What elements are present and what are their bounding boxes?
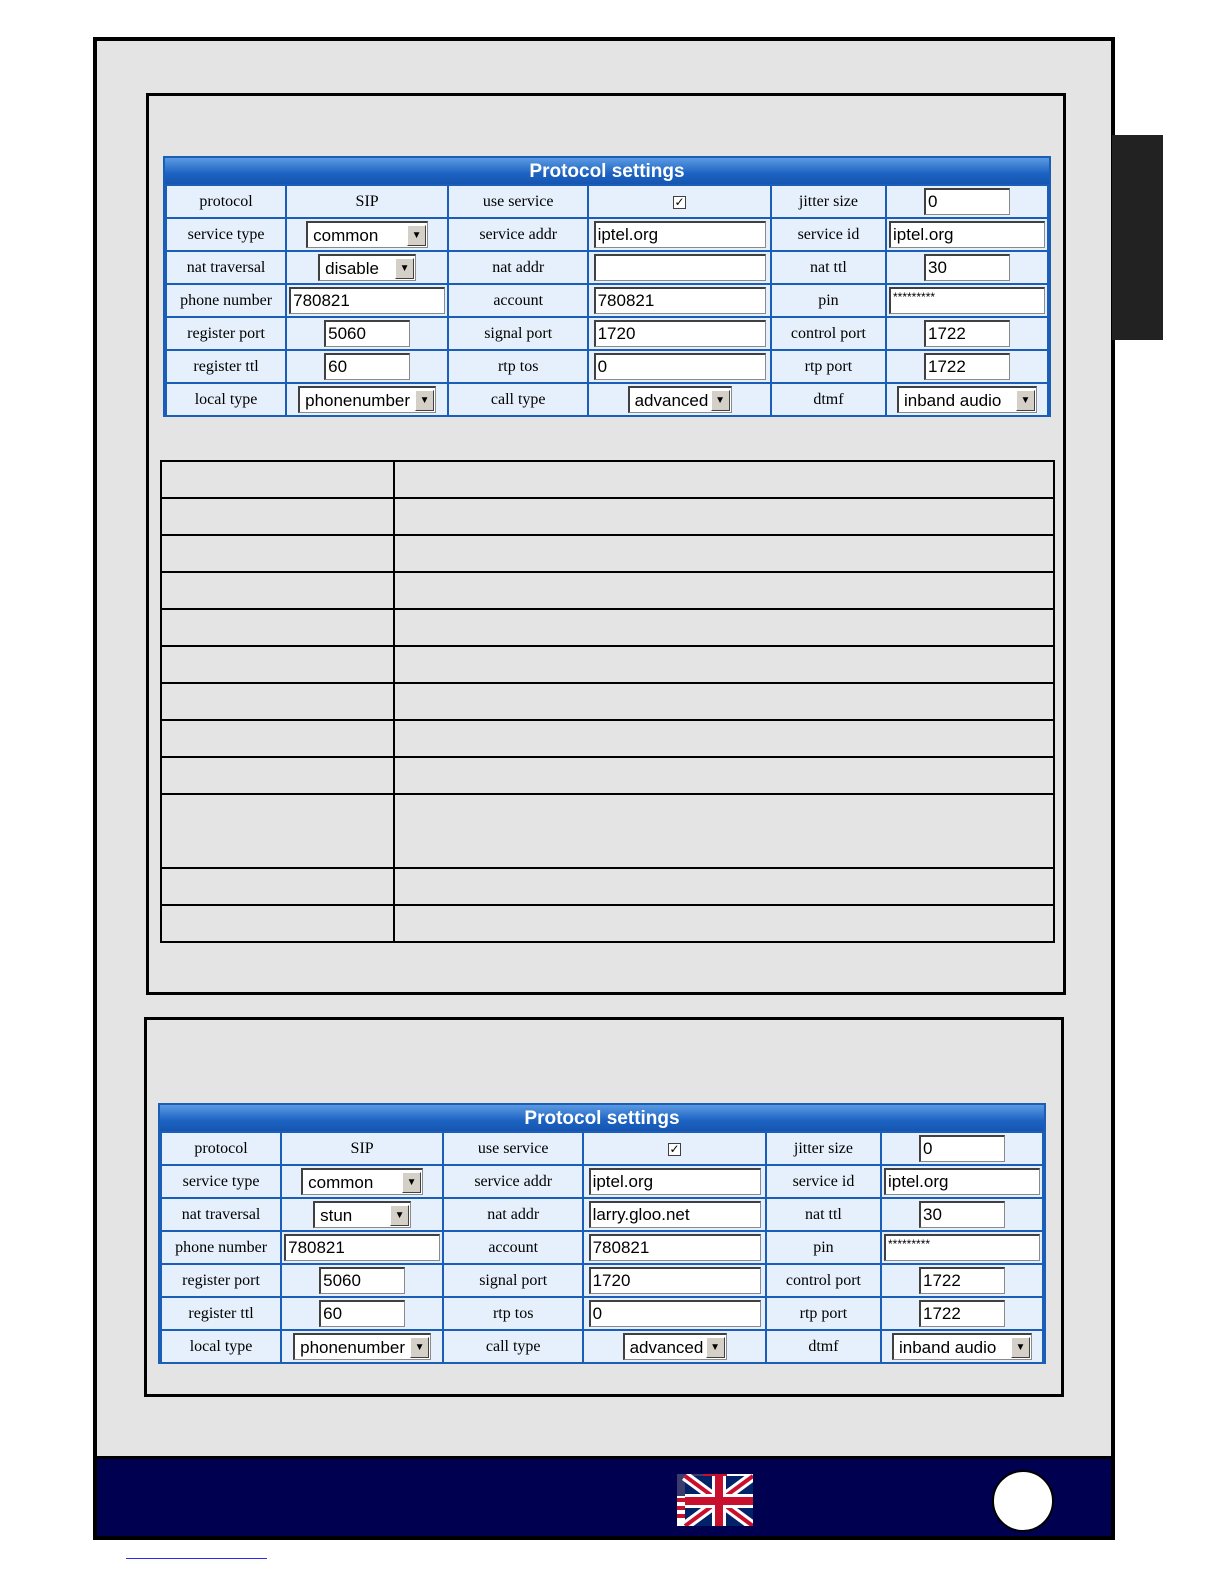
local-type-selected-value: phonenumber (305, 390, 411, 410)
phone-number-cell (287, 285, 447, 316)
checkmark-icon: ✓ (669, 1141, 680, 1156)
account-cell (584, 1232, 765, 1263)
nat-addr-input[interactable] (594, 254, 766, 281)
phone-number-cell (282, 1232, 442, 1263)
rtp-tos-input[interactable]: 0 (589, 1300, 761, 1327)
control-port-cell (887, 318, 1047, 349)
register-port-cell (287, 318, 447, 349)
call-type-cell (589, 384, 770, 415)
register-ttl-cell (282, 1298, 442, 1329)
protocol-label: protocol (167, 186, 285, 217)
table-row (161, 646, 1054, 683)
rtp-port-cell (887, 351, 1047, 382)
nat-traversal-select[interactable] (318, 254, 416, 281)
pin-label: pin (767, 1232, 880, 1263)
pin-input[interactable]: ********* (889, 287, 1045, 314)
rtp-tos-input[interactable]: 0 (594, 353, 766, 380)
nat-addr-label: nat addr (449, 252, 587, 283)
description-cell (161, 461, 394, 498)
description-cell (161, 683, 394, 720)
rtp-port-cell (882, 1298, 1042, 1329)
call-type-cell (584, 1331, 765, 1362)
description-cell (394, 905, 1054, 942)
description-cell (394, 646, 1054, 683)
description-cell (394, 683, 1054, 720)
pin-cell (882, 1232, 1042, 1263)
chevron-down-icon[interactable]: ▼ (706, 1337, 725, 1358)
chevron-down-icon[interactable]: ▼ (1011, 1337, 1030, 1358)
service-addr-label: service addr (444, 1166, 582, 1197)
jitter-size-label: jitter size (772, 186, 885, 217)
description-cell (394, 794, 1054, 868)
rtp-port-label: rtp port (767, 1298, 880, 1329)
register-ttl-input[interactable]: 60 (319, 1300, 405, 1327)
footer-bar (93, 1456, 1115, 1540)
table-row (161, 535, 1054, 572)
call-type-label: call type (444, 1331, 582, 1362)
description-cell (161, 572, 394, 609)
rtp-tos-cell (589, 351, 770, 382)
nat-addr-input[interactable]: larry.gloo.net (589, 1201, 761, 1228)
description-cell (161, 868, 394, 905)
service-addr-cell (589, 219, 770, 250)
control-port-input[interactable]: 1722 (924, 320, 1010, 347)
nat-ttl-label: nat ttl (772, 252, 885, 283)
call-type-label: call type (449, 384, 587, 415)
settings-row (167, 285, 1047, 316)
description-cell (161, 498, 394, 535)
account-label: account (449, 285, 587, 316)
phone-number-input[interactable]: 780821 (289, 287, 445, 314)
call-type-selected-value: advanced (634, 390, 709, 410)
us-uk-flag-icon[interactable] (677, 1474, 753, 1526)
register-port-input[interactable]: 5060 (324, 320, 410, 347)
service-id-label: service id (767, 1166, 880, 1197)
description-cell (161, 646, 394, 683)
nat-addr-label: nat addr (444, 1199, 582, 1230)
use-service-checkbox[interactable] (668, 1143, 681, 1156)
chevron-down-icon[interactable]: ▼ (407, 225, 426, 246)
account-label: account (444, 1232, 582, 1263)
protocol-settings-panel-2 (158, 1103, 1046, 1364)
table-row (161, 905, 1054, 942)
description-cell (394, 572, 1054, 609)
use-service-label: use service (444, 1133, 582, 1164)
rtp-port-input[interactable]: 1722 (919, 1300, 1005, 1327)
local-type-selected-value: phonenumber (300, 1337, 406, 1357)
service-id-cell (887, 219, 1047, 250)
dtmf-label: dtmf (772, 384, 885, 415)
local-type-cell (282, 1331, 442, 1362)
rtp-port-label: rtp port (772, 351, 885, 382)
rtp-port-input[interactable]: 1722 (924, 353, 1010, 380)
dtmf-label: dtmf (767, 1331, 880, 1362)
jitter-size-input[interactable]: 0 (924, 188, 1010, 215)
description-cell (161, 609, 394, 646)
nat-ttl-input[interactable]: 30 (919, 1201, 1005, 1228)
control-port-label: control port (772, 318, 885, 349)
description-cell (394, 720, 1054, 757)
chevron-down-icon[interactable]: ▼ (711, 390, 730, 411)
description-cell (161, 535, 394, 572)
signal-port-cell (589, 318, 770, 349)
service-type-label: service type (167, 219, 285, 250)
account-input[interactable]: 780821 (589, 1234, 761, 1261)
use-service-checkbox[interactable] (673, 196, 686, 209)
table-row (161, 609, 1054, 646)
nat-traversal-label: nat traversal (167, 252, 285, 283)
pin-cell (887, 285, 1047, 316)
control-port-input[interactable]: 1722 (919, 1267, 1005, 1294)
service-addr-label: service addr (449, 219, 587, 250)
chevron-down-icon[interactable]: ▼ (390, 1205, 409, 1226)
dtmf-selected-value: inband audio (904, 390, 1002, 410)
register-port-label: register port (167, 318, 285, 349)
local-type-select[interactable] (298, 386, 436, 413)
jitter-size-input[interactable]: 0 (919, 1135, 1005, 1162)
description-cell (394, 868, 1054, 905)
register-port-label: register port (162, 1265, 280, 1296)
description-table (160, 460, 1055, 943)
nat-traversal-label: nat traversal (162, 1199, 280, 1230)
service-addr-input[interactable]: iptel.org (594, 221, 766, 248)
service-type-selected-value: common (313, 225, 379, 245)
call-type-selected-value: advanced (629, 1337, 704, 1357)
settings-row (167, 384, 1047, 415)
nat-ttl-label: nat ttl (767, 1199, 880, 1230)
protocol-value: SIP (355, 192, 379, 210)
local-type-select[interactable] (293, 1333, 431, 1360)
signal-port-cell (584, 1265, 765, 1296)
settings-row (162, 1331, 1042, 1362)
signal-port-input[interactable]: 1720 (594, 320, 766, 347)
service-type-select[interactable] (301, 1168, 423, 1195)
table-row (161, 572, 1054, 609)
chevron-down-icon[interactable]: ▼ (395, 258, 414, 279)
register-port-input[interactable]: 5060 (319, 1267, 405, 1294)
jitter-size-cell (887, 186, 1047, 217)
description-cell (161, 794, 394, 868)
chevron-down-icon[interactable]: ▼ (1016, 390, 1035, 411)
chevron-down-icon[interactable]: ▼ (410, 1337, 429, 1358)
description-cell (394, 609, 1054, 646)
table-row (161, 461, 1054, 498)
settings-row (162, 1232, 1042, 1263)
service-addr-input[interactable]: iptel.org (589, 1168, 761, 1195)
nat-ttl-cell (882, 1199, 1042, 1230)
signal-port-label: signal port (444, 1265, 582, 1296)
service-type-cell (287, 219, 447, 250)
local-type-label: local type (162, 1331, 280, 1362)
dtmf-cell (887, 384, 1047, 415)
description-cell (161, 757, 394, 794)
table-row (161, 498, 1054, 535)
account-input[interactable]: 780821 (594, 287, 766, 314)
table-row (161, 683, 1054, 720)
chevron-down-icon[interactable]: ▼ (402, 1172, 421, 1193)
rtp-tos-label: rtp tos (444, 1298, 582, 1329)
nat-addr-cell (589, 252, 770, 283)
protocol-label: protocol (162, 1133, 280, 1164)
control-port-cell (882, 1265, 1042, 1296)
use-service-cell (584, 1133, 765, 1164)
settings-row (162, 1199, 1042, 1230)
service-id-input[interactable]: iptel.org (884, 1168, 1040, 1195)
settings-row (162, 1298, 1042, 1329)
nat-ttl-input[interactable]: 30 (924, 254, 1010, 281)
description-cell (394, 498, 1054, 535)
control-port-label: control port (767, 1265, 880, 1296)
protocol-value: SIP (350, 1139, 374, 1157)
checkmark-icon: ✓ (674, 194, 685, 209)
settings-row (162, 1265, 1042, 1296)
jitter-size-label: jitter size (767, 1133, 880, 1164)
table-row (161, 757, 1054, 794)
pin-input[interactable]: ********* (884, 1234, 1040, 1261)
settings-row (162, 1133, 1042, 1164)
panel-header: Protocol settings (165, 158, 1049, 186)
register-ttl-label: register ttl (167, 351, 285, 382)
local-type-cell (287, 384, 447, 415)
phone-number-input[interactable]: 780821 (284, 1234, 440, 1261)
protocol-settings-panel-1 (163, 156, 1051, 417)
settings-row (162, 1166, 1042, 1197)
nat-addr-cell (584, 1199, 765, 1230)
use-service-label: use service (449, 186, 587, 217)
phone-number-label: phone number (167, 285, 285, 316)
chevron-down-icon[interactable]: ▼ (415, 390, 434, 411)
table-row (161, 794, 1054, 868)
nat-traversal-selected-value: stun (320, 1205, 353, 1225)
rtp-tos-cell (584, 1298, 765, 1329)
description-cell (394, 535, 1054, 572)
register-ttl-cell (287, 351, 447, 382)
signal-port-label: signal port (449, 318, 587, 349)
call-type-select[interactable] (623, 1333, 727, 1360)
dtmf-select[interactable] (897, 386, 1037, 413)
description-cell (161, 720, 394, 757)
settings-row (167, 351, 1047, 382)
local-type-label: local type (167, 384, 285, 415)
panel-header: Protocol settings (160, 1105, 1044, 1133)
dtmf-cell (882, 1331, 1042, 1362)
protocol-settings-table (165, 184, 1049, 417)
register-ttl-label: register ttl (162, 1298, 280, 1329)
nat-traversal-cell (282, 1199, 442, 1230)
signal-port-input[interactable]: 1720 (589, 1267, 761, 1294)
nat-traversal-cell (287, 252, 447, 283)
service-type-select[interactable] (306, 221, 428, 248)
service-id-label: service id (772, 219, 885, 250)
service-id-cell (882, 1166, 1042, 1197)
table-row (161, 868, 1054, 905)
settings-row (167, 219, 1047, 250)
service-type-label: service type (162, 1166, 280, 1197)
service-id-input[interactable]: iptel.org (889, 221, 1045, 248)
protocol-value-cell (287, 186, 447, 217)
nat-traversal-selected-value: disable (325, 258, 379, 278)
description-cell (394, 461, 1054, 498)
description-cell (394, 757, 1054, 794)
bottom-link-line (126, 1558, 267, 1559)
side-tab (1112, 135, 1163, 340)
register-port-cell (282, 1265, 442, 1296)
phone-number-label: phone number (162, 1232, 280, 1263)
table-row (161, 720, 1054, 757)
jitter-size-cell (882, 1133, 1042, 1164)
protocol-settings-table (160, 1131, 1044, 1364)
register-ttl-input[interactable]: 60 (324, 353, 410, 380)
pin-label: pin (772, 285, 885, 316)
dtmf-selected-value: inband audio (899, 1337, 997, 1357)
description-cell (161, 905, 394, 942)
account-cell (589, 285, 770, 316)
nat-traversal-select[interactable] (313, 1201, 411, 1228)
rtp-tos-label: rtp tos (449, 351, 587, 382)
service-type-selected-value: common (308, 1172, 374, 1192)
nat-ttl-cell (887, 252, 1047, 283)
settings-row (167, 252, 1047, 283)
settings-row (167, 186, 1047, 217)
dtmf-select[interactable] (892, 1333, 1032, 1360)
service-type-cell (282, 1166, 442, 1197)
settings-row (167, 318, 1047, 349)
protocol-value-cell (282, 1133, 442, 1164)
call-type-select[interactable] (628, 386, 732, 413)
page-number-circle (992, 1470, 1054, 1532)
service-addr-cell (584, 1166, 765, 1197)
use-service-cell (589, 186, 770, 217)
